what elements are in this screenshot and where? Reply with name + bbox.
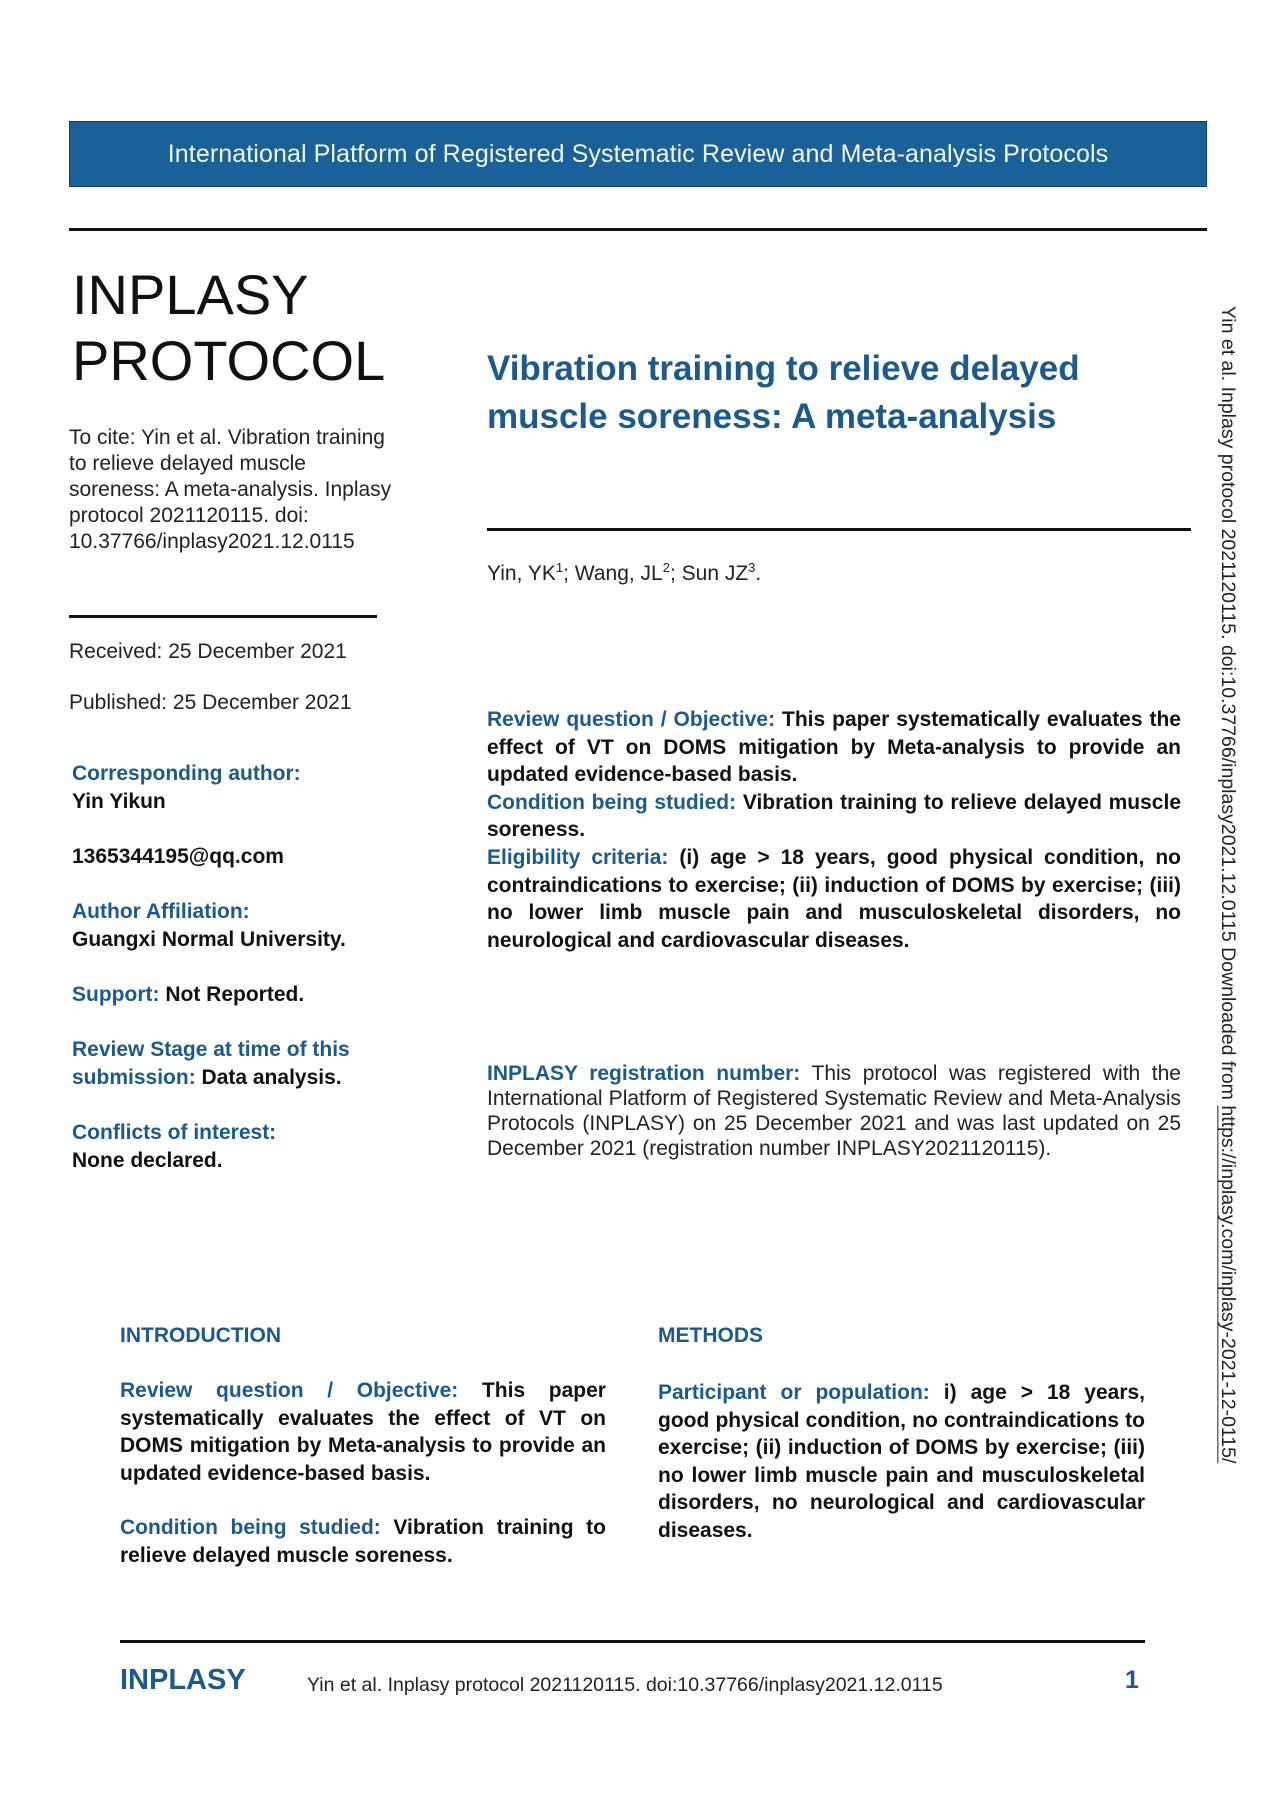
header-banner bbox=[69, 121, 1207, 187]
intro-condition bbox=[120, 1514, 606, 1569]
registration-label: INPLASY registration number: bbox=[487, 1062, 801, 1085]
introduction-section bbox=[120, 1377, 606, 1597]
methods-participant-label: Participant or population: bbox=[658, 1381, 930, 1404]
paper-title: Vibration training to relieve delayed muscle soreness: A meta-analysis bbox=[487, 349, 1080, 436]
abstract-objective bbox=[487, 706, 1181, 789]
support-label: Support: bbox=[72, 983, 160, 1006]
abstract-eligibility-text: (i) age > 18 years, good physical condition, no contraindications to exercise; (ii) induction of DOMS by exercise; (iii) no lower limb muscle pain and musculoskeletal disorders, no neurological and cardiovascular diseases. bbox=[487, 845, 1181, 952]
abstract-condition-text: Vibration training to relieve delayed muscle soreness. bbox=[487, 790, 1181, 842]
footer-citation: Yin et al. Inplasy protocol 2021120115. doi:10.37766/inplasy2021.12.0115 bbox=[307, 1674, 943, 1696]
methods-heading: METHODS bbox=[658, 1324, 763, 1347]
protocol-title bbox=[72, 262, 385, 394]
registration-text: This protocol was registered with the International Platform of Registered Systematic Review and Meta-Analysis Protocols (INPLASY) on 25 December 2021 and was last updated on 25 December 2021 (registration number INPLASY2021120115). bbox=[487, 1062, 1181, 1160]
author-affiliation bbox=[72, 898, 402, 954]
abstract-eligibility bbox=[487, 844, 1181, 954]
page-number: 1 bbox=[1125, 1666, 1139, 1694]
author-affiliation-mark: 1 bbox=[555, 560, 564, 575]
corresponding-author-name: Yin Yikun bbox=[72, 790, 166, 813]
author-list: Yin, $YK^1$; Wang, $JL^2$; Sun $JZ^3$. bbox=[487, 560, 762, 585]
conflicts-label: Conflicts of interest: bbox=[72, 1121, 277, 1144]
banner-title: International Platform of Registered Systematic Review and Meta-analysis Protocols bbox=[167, 140, 1109, 168]
methods-section bbox=[658, 1379, 1145, 1572]
affiliation-value: Guangxi Normal University. bbox=[72, 928, 346, 951]
affiliation-label: Author Affiliation: bbox=[72, 900, 250, 923]
citation-text: To cite: Yin et al. Vibration training to relieve delayed muscle soreness: A meta-analysis. Inplasy protocol 2021120115. doi: 10.37766/inplasy2021.12.0115 bbox=[69, 426, 392, 553]
author-affiliation-mark: 3 bbox=[748, 560, 756, 575]
author-email bbox=[72, 843, 402, 871]
intro-objective-text: This paper systematically evaluates the effect of VT on DOMS mitigation by Meta-analysis to provide an updated evidence-based basis. bbox=[120, 1379, 606, 1485]
conflicts-value: None declared. bbox=[72, 1149, 223, 1172]
review-stage bbox=[72, 1036, 402, 1092]
abstract-summary bbox=[487, 706, 1181, 954]
author-name: Yin, YK bbox=[487, 562, 556, 585]
conflicts-of-interest bbox=[72, 1119, 402, 1175]
vertical-reference-text: Yin et al. Inplasy protocol 2021120115. doi:10.37766/inplasy2021.12.0115 Downloaded from bbox=[1217, 306, 1239, 1106]
intro-objective-label: Review question / Objective: bbox=[120, 1379, 459, 1402]
intro-objective bbox=[120, 1377, 606, 1487]
abstract-objective-text: This paper systematically evaluates the effect of VT on DOMS mitigation by Meta-analysis to provide an updated evidence-based basis. bbox=[487, 708, 1181, 787]
vertical-download-reference bbox=[1216, 306, 1239, 1463]
top-divider bbox=[69, 228, 1207, 231]
corresponding-author-label: Corresponding author: bbox=[72, 762, 301, 785]
review-stage-label: Review Stage at time of this submission: bbox=[72, 1038, 350, 1089]
author-name: Sun JZ bbox=[681, 562, 749, 585]
registration-info bbox=[487, 1061, 1181, 1161]
protocol-title-line1: INPLASY bbox=[72, 263, 309, 326]
support bbox=[72, 981, 402, 1009]
intro-condition-text: Vibration training to relieve delayed muscle soreness. bbox=[120, 1516, 606, 1567]
methods-participant bbox=[658, 1379, 1145, 1545]
received-date: Received: 25 December 2021 bbox=[69, 640, 347, 663]
published-date: Published: 25 December 2021 bbox=[69, 691, 352, 714]
protocol-title-line2: PROTOCOL bbox=[72, 329, 386, 392]
download-link[interactable]: https://inplasy.com/inplasy-2021-12-0115/ bbox=[1217, 1105, 1239, 1464]
abstract-condition-label: Condition being studied: bbox=[487, 790, 737, 814]
abstract-eligibility-label: Eligibility criteria: bbox=[487, 845, 669, 869]
email-text: 1365344195@qq.com bbox=[72, 845, 284, 868]
methods-participant-text: i) age > 18 years, good physical condition, no contraindications to exercise; (ii) induction of DOMS by exercise; (iii) no lower limb muscle pain and musculoskeletal disorders, no neurological and cardiovascular diseases. bbox=[658, 1381, 1146, 1542]
title-divider bbox=[487, 528, 1191, 531]
author-name: Wang, JL bbox=[574, 562, 663, 585]
footer-divider bbox=[120, 1640, 1145, 1643]
corresponding-author bbox=[72, 760, 402, 816]
intro-condition-label: Condition being studied: bbox=[120, 1516, 381, 1540]
abstract-condition bbox=[487, 789, 1181, 844]
introduction-heading: INTRODUCTION bbox=[120, 1324, 281, 1347]
review-stage-value: Data analysis. bbox=[201, 1066, 342, 1089]
sidebar-divider bbox=[69, 615, 377, 618]
support-value: Not Reported. bbox=[165, 983, 305, 1006]
author-affiliation-mark: 2 bbox=[662, 560, 670, 575]
footer-brand: INPLASY bbox=[120, 1664, 246, 1696]
abstract-objective-label: Review question / Objective: bbox=[487, 708, 776, 731]
